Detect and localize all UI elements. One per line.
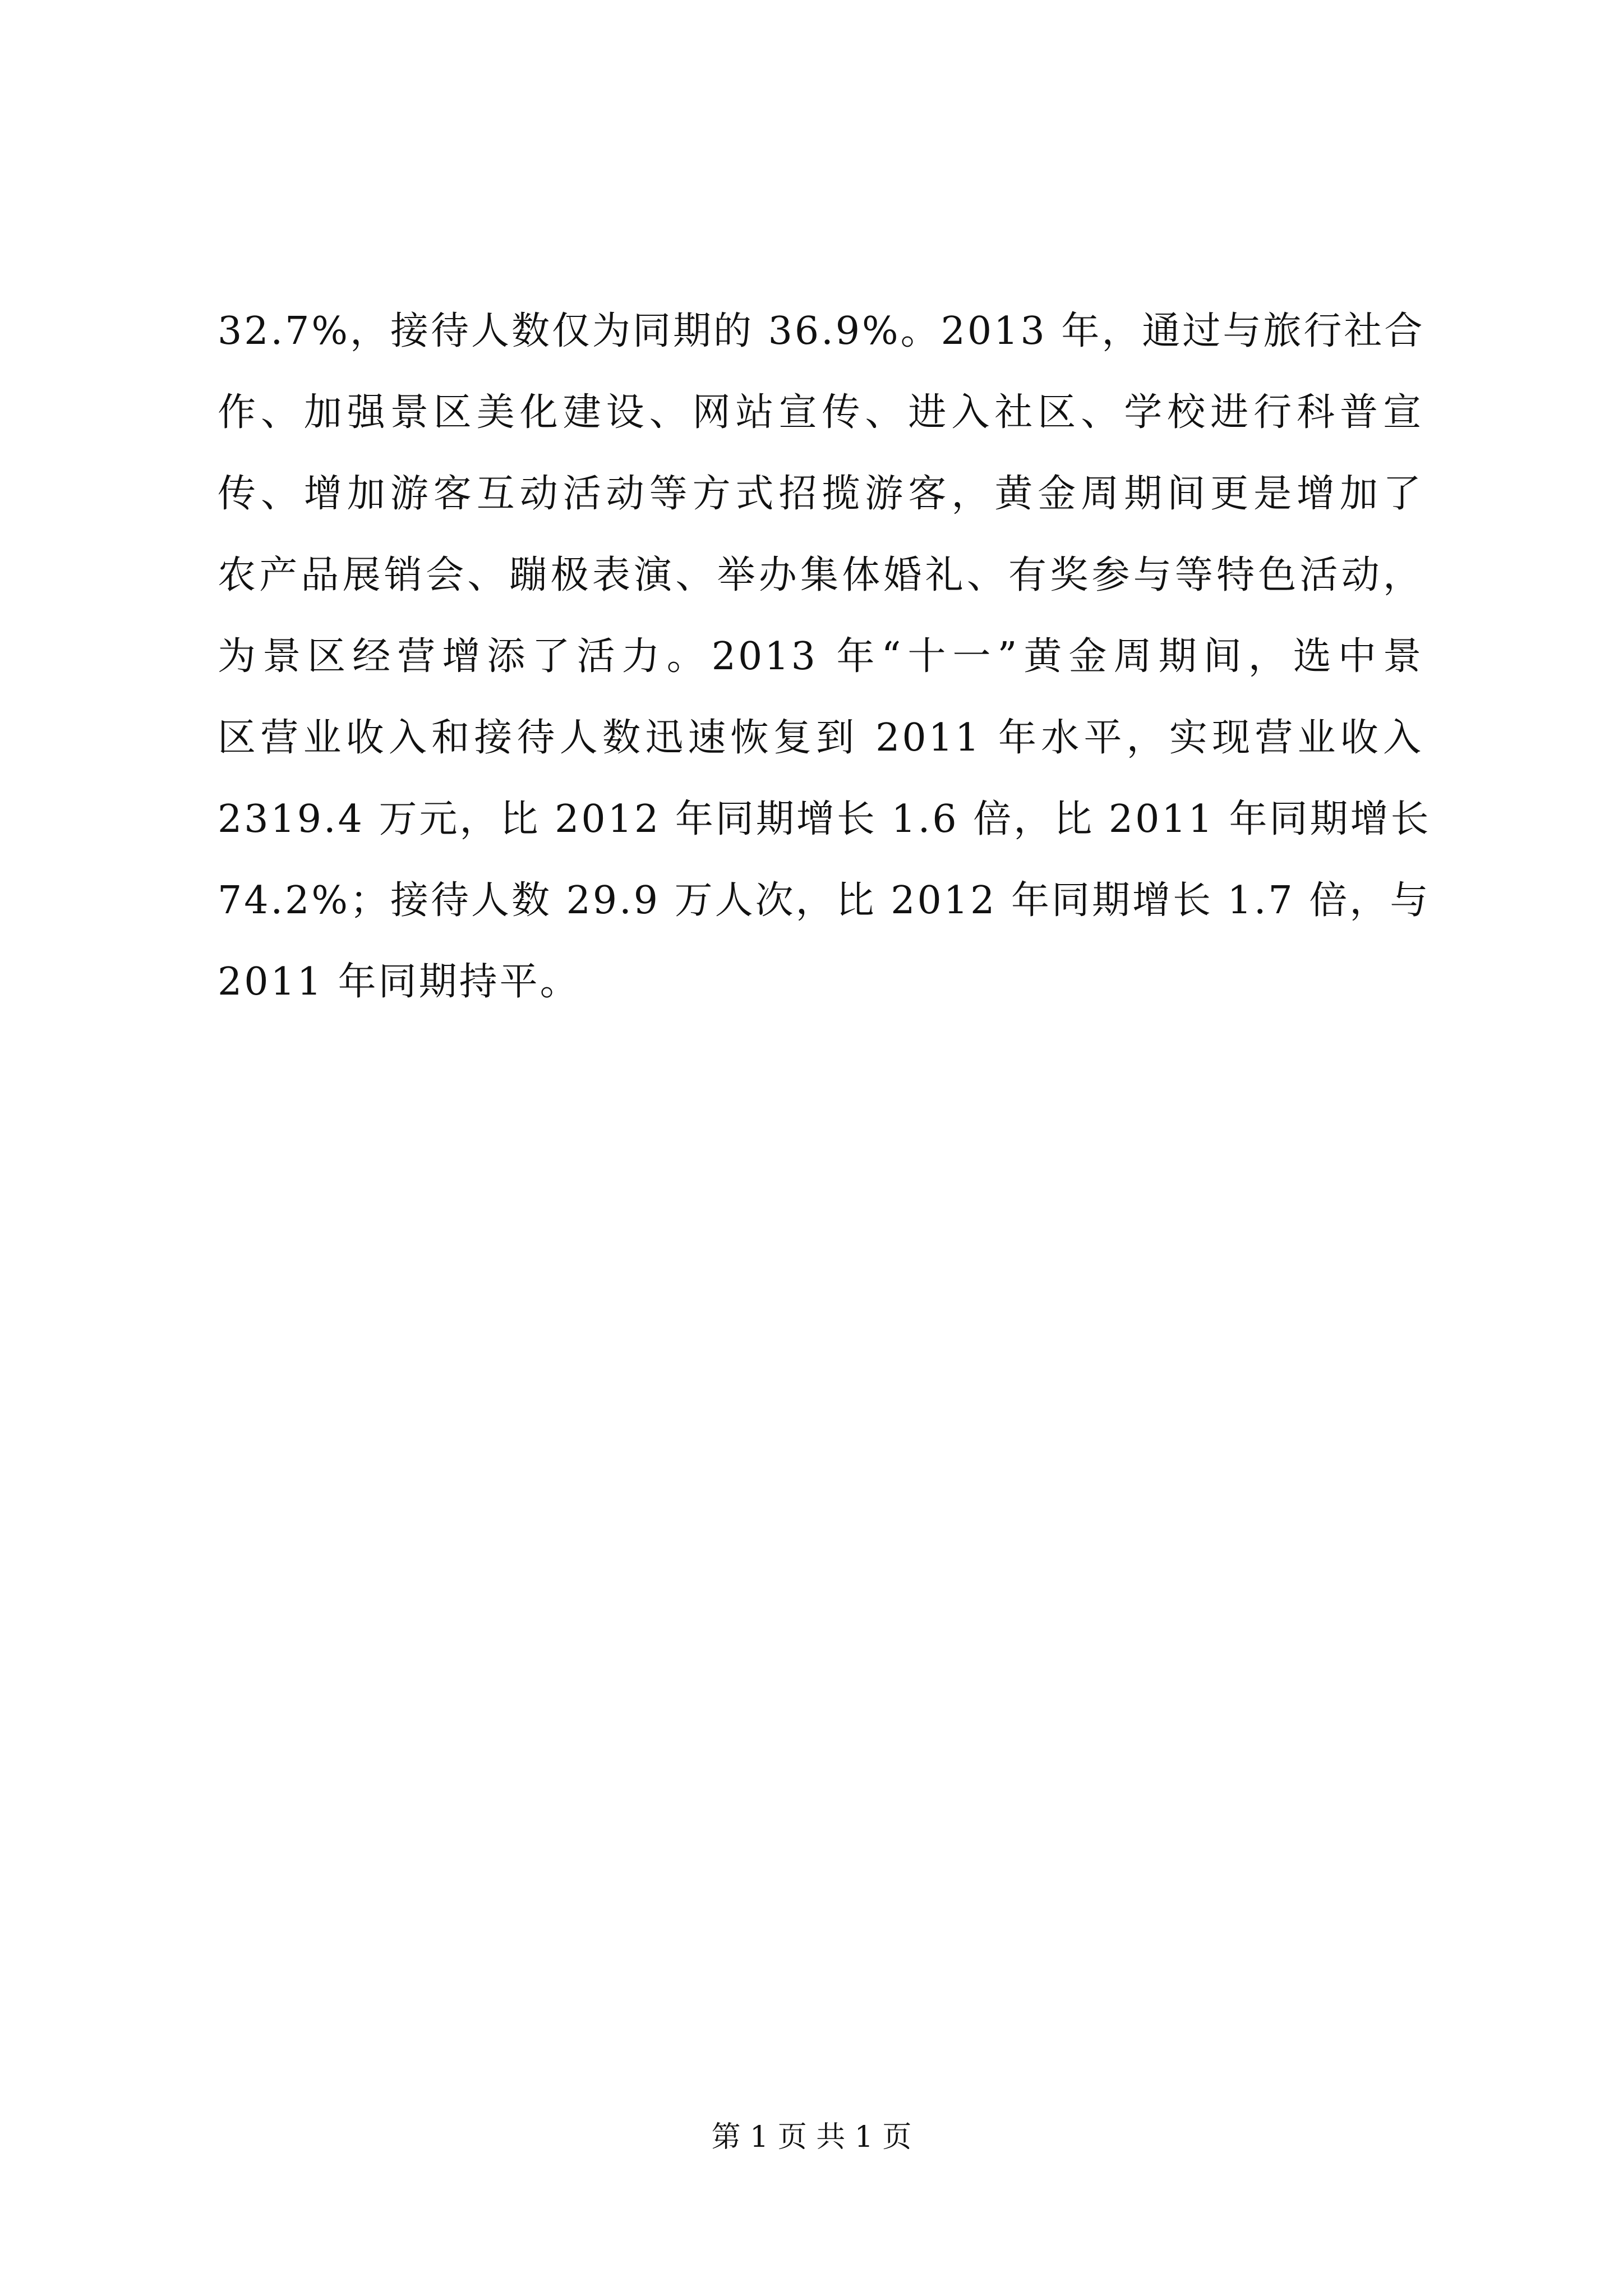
body-paragraph (218, 291, 1431, 1023)
text-line: 74.2%；接待人数 29.9 万人次，比 2012 年同期增长 1.7 倍，与 (218, 878, 1431, 923)
text-line: 传、增加游客互动活动等方式招揽游客，黄金周期间更是增加了 (218, 472, 1423, 516)
text-line-last: 2011 年同期持平。 (218, 960, 580, 1004)
page-number-footer: 第 1 页 共 1 页 (711, 2120, 912, 2154)
text-line: 2319.4 万元，比 2012 年同期增长 1.6 倍，比 2011 年同期增长 (218, 797, 1431, 841)
text-line: 农产品展销会、蹦极表演、举办集体婚礼、有奖参与等特色活动， (218, 553, 1423, 597)
text-line: 为景区经营增添了活力。2013 年“十一”黄金周期间，选中景 (218, 634, 1423, 679)
text-line: 作、加强景区美化建设、网站宣传、进入社区、学校进行科普宣 (218, 390, 1423, 435)
text-line: 32.7%，接待人数仅为同期的 36.9%。2013 年，通过与旅行社合 (218, 309, 1425, 353)
text-line: 区营业收入和接待人数迅速恢复到 2011 年水平，实现营业收入 (218, 716, 1423, 760)
